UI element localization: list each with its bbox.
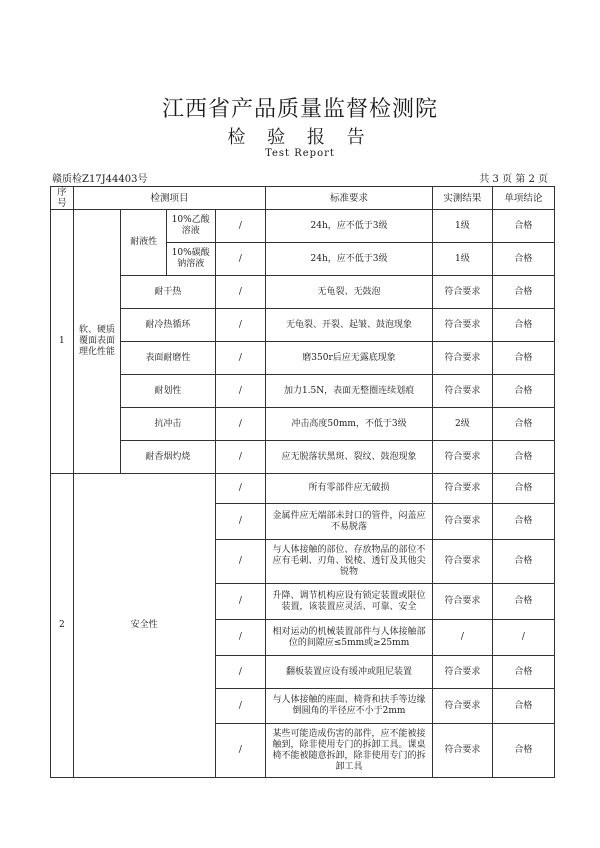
verdict-cell: 合格 — [492, 656, 554, 689]
header-row — [51, 187, 555, 210]
table-row — [51, 474, 555, 504]
std-cell: 24h，应不低于3级 — [266, 210, 433, 243]
table-row — [51, 342, 555, 375]
verdict-cell: 合格 — [492, 474, 554, 504]
item-name-cell: 表面耐磨性 — [121, 342, 215, 375]
table-row — [51, 408, 555, 441]
table-row — [51, 441, 555, 474]
std-cell: 与人体接触的座面、椅背和扶手等边缘倒圆角的半径应不小于2mm — [266, 689, 433, 724]
verdict-cell: 合格 — [492, 210, 554, 243]
result-cell: 符合要求 — [432, 309, 492, 342]
table-row — [51, 210, 555, 243]
item-name-cell: 耐香烟灼烧 — [121, 441, 215, 474]
method-cell: / — [215, 276, 266, 309]
std-cell: 无龟裂、无鼓泡 — [266, 276, 433, 309]
std-cell: 与人体接触的部位、存放物品的部位不应有毛刺、刃角、锐棱、透钉及其他尖锐物 — [266, 540, 433, 584]
item-name-cell: 抗冲击 — [121, 408, 215, 441]
result-cell: 1级 — [432, 243, 492, 276]
header-verdict: 单项结论 — [492, 187, 554, 210]
category-cell: 安全性 — [73, 474, 215, 778]
method-cell: / — [215, 375, 266, 408]
result-cell: 符合要求 — [432, 342, 492, 375]
header-std: 标准要求 — [266, 187, 433, 210]
verdict-cell: / — [492, 620, 554, 656]
verdict-cell: 合格 — [492, 441, 554, 474]
method-cell: / — [215, 408, 266, 441]
std-cell: 无龟裂、开裂、起皱、鼓泡现象 — [266, 309, 433, 342]
result-cell: 1级 — [432, 210, 492, 243]
verdict-cell: 合格 — [492, 689, 554, 724]
item-name-cell: 耐冷热循环 — [121, 309, 215, 342]
std-cell: 应无脱落状黑斑、裂纹、鼓泡现象 — [266, 441, 433, 474]
result-cell: 2级 — [432, 408, 492, 441]
std-cell: 磨350r后应无露底现象 — [266, 342, 433, 375]
result-cell: 符合要求 — [432, 724, 492, 778]
method-cell: / — [215, 243, 266, 276]
std-cell: 所有零部件应无破损 — [266, 474, 433, 504]
method-cell: / — [215, 724, 266, 778]
report-title: 检 验 报 告 — [227, 127, 373, 148]
result-cell: 符合要求 — [432, 584, 492, 620]
method-cell: / — [215, 504, 266, 540]
verdict-cell: 合格 — [492, 243, 554, 276]
verdict-cell: 合格 — [492, 309, 554, 342]
result-cell: 符合要求 — [432, 375, 492, 408]
method-cell: / — [215, 210, 266, 243]
verdict-cell: 合格 — [492, 408, 554, 441]
result-cell: 符合要求 — [432, 474, 492, 504]
page-indicator: 共 3 页 第 2 页 — [479, 174, 548, 185]
result-cell: 符合要求 — [432, 656, 492, 689]
header-item: 检测项目 — [73, 187, 265, 210]
verdict-cell: 合格 — [492, 504, 554, 540]
std-cell: 加力1.5N，表面无整圈连续划痕 — [266, 375, 433, 408]
header-seq: 序号 — [51, 187, 74, 210]
org-name: 江西省产品质量监督检测院 — [161, 97, 438, 122]
std-cell: 冲击高度50mm，不低于3级 — [266, 408, 433, 441]
seq-cell: 2 — [51, 474, 74, 778]
result-cell: 符合要求 — [432, 276, 492, 309]
inspection-table — [50, 186, 555, 778]
method-cell: / — [215, 342, 266, 375]
result-cell: 符合要求 — [432, 504, 492, 540]
verdict-cell: 合格 — [492, 375, 554, 408]
method-cell: / — [215, 309, 266, 342]
method-cell: / — [215, 656, 266, 689]
method-cell: / — [215, 474, 266, 504]
seq-cell: 1 — [51, 210, 74, 474]
method-cell: / — [215, 620, 266, 656]
method-cell: / — [215, 584, 266, 620]
verdict-cell: 合格 — [492, 584, 554, 620]
std-cell: 金属件应无端部未封口的管件，闷盖应不易脱落 — [266, 504, 433, 540]
std-cell: 相对运动的机械装置部件与人体接触部位的间隙应≤5mm或≥25mm — [266, 620, 433, 656]
result-cell: / — [432, 620, 492, 656]
std-cell: 某些可能造成伤害的部件，应不能被接触到，除非使用专门的拆卸工具。课桌椅不能被随意拆卸，除非使用专门的拆卸工具 — [266, 724, 433, 778]
item-name-cell: 耐划性 — [121, 375, 215, 408]
result-cell: 符合要求 — [432, 689, 492, 724]
std-cell: 升降、调节机构应设有锁定装置或限位装置，该装置应灵活、可靠、安全 — [266, 584, 433, 620]
verdict-cell: 合格 — [492, 724, 554, 778]
verdict-cell: 合格 — [492, 540, 554, 584]
method-cell: / — [215, 441, 266, 474]
table-row — [51, 309, 555, 342]
std-cell: 24h，应不低于3级 — [266, 243, 433, 276]
subitem-cell: 10%碳酸钠溶液 — [166, 243, 215, 276]
subitem-cell: 10%乙酸溶液 — [166, 210, 215, 243]
std-cell: 翻板装置应设有缓冲或阻尼装置 — [266, 656, 433, 689]
category-cell: 软、硬质覆面表面理化性能 — [73, 210, 121, 474]
report-subtitle: Test Report — [265, 148, 335, 159]
result-cell: 符合要求 — [432, 441, 492, 474]
method-cell: / — [215, 540, 266, 584]
table-row — [51, 276, 555, 309]
header-result: 实测结果 — [432, 187, 492, 210]
document-number: 赣质检Z17J44403号 — [52, 174, 148, 185]
item-name-cell: 耐液性 — [121, 210, 167, 276]
verdict-cell: 合格 — [492, 276, 554, 309]
item-name-cell: 耐干热 — [121, 276, 215, 309]
result-cell: 符合要求 — [432, 540, 492, 584]
verdict-cell: 合格 — [492, 342, 554, 375]
method-cell: / — [215, 689, 266, 724]
table-row — [51, 375, 555, 408]
